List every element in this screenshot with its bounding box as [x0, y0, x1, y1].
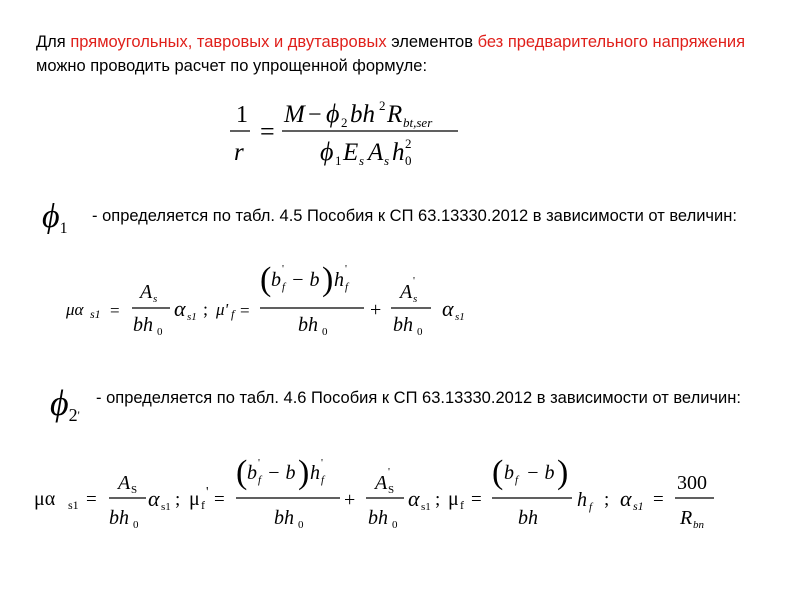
minus-b-term: − b	[291, 269, 320, 291]
bh0-term-3: bh	[368, 507, 388, 529]
area-prime-subscript: S	[388, 484, 395, 496]
depth-subscript: 0	[405, 153, 412, 168]
curvature-numerator: 1	[236, 102, 248, 128]
phi2-subscript: 2	[341, 115, 348, 130]
alpha-symbol: α	[148, 486, 160, 511]
mu-f-symbol: μ	[189, 488, 200, 510]
area-subscript: s	[153, 293, 158, 305]
modulus-subscript: s	[359, 153, 365, 168]
intro-paragraph	[36, 30, 776, 78]
bh0-term-2: bh	[298, 314, 318, 336]
left-paren: (	[236, 454, 248, 491]
area-subscript: S	[131, 484, 138, 496]
resistance-subscript: bt,ser	[403, 115, 433, 130]
bh0-term-2: bh	[274, 507, 294, 529]
flange-height-symbol: h	[334, 269, 344, 291]
area-prime-symbol: A	[375, 472, 388, 494]
area-prime-mark: '	[388, 466, 390, 478]
alpha-symbol-2: α	[408, 486, 420, 511]
mu-f-subscript: f	[201, 498, 205, 512]
flange-height-subscript-2: f	[589, 501, 593, 513]
bh0-subscript: 0	[133, 519, 139, 531]
mu-f-prime-subscript: f	[231, 307, 235, 321]
bh0-subscript-2: 0	[322, 326, 328, 338]
square-exponent: 2	[379, 98, 386, 113]
equals-sign: =	[110, 301, 120, 320]
left-paren-2: (	[492, 454, 504, 491]
area-prime-subscript: s	[413, 293, 418, 305]
phi2-description: - определяется по табл. 4.6 Пособия к СП 63.13330.2012 в зависимости от величин:	[96, 389, 741, 407]
minus-b-term: − b	[267, 462, 296, 484]
flange-width-prime: '	[282, 263, 284, 275]
mu-f-subscript-2: f	[460, 498, 464, 512]
resistance-symbol: R	[387, 101, 403, 128]
equals-sign: =	[260, 117, 275, 146]
bh0-subscript-3: 0	[392, 519, 398, 531]
equals-sign-4: =	[653, 489, 664, 510]
semicolon-3: ;	[604, 489, 610, 510]
area-symbol: A	[368, 139, 384, 166]
flange-height-prime: '	[345, 263, 347, 275]
right-paren-2: )	[557, 454, 569, 491]
formula-phi2-parameters	[34, 454, 794, 548]
modulus-symbol: E	[343, 139, 359, 166]
compressive-strength-symbol: R	[680, 507, 693, 529]
phi1-symbol: ϕ	[320, 137, 334, 166]
area-subscript: s	[384, 153, 390, 168]
flange-width-subscript: f	[282, 281, 286, 293]
numerator-300: 300	[677, 472, 707, 494]
area-symbol: A	[118, 472, 131, 494]
intro-text-3: можно проводить расчет по упрощенной формуле:	[36, 57, 428, 75]
phi2-large-prime: '	[77, 408, 80, 422]
bh0-subscript-3: 0	[417, 326, 423, 338]
flange-height-subscript: f	[321, 474, 325, 486]
phi1-description: - определяется по табл. 4.5 Пособия к СП 63.13330.2012 в зависимости от величин:	[92, 207, 737, 225]
flange-width-symbol: b	[247, 462, 257, 484]
area-symbol: A	[140, 281, 153, 303]
flange-width-symbol: b	[271, 269, 281, 291]
intro-highlight-element-types: прямоугольных, тавровых и двутавровых	[70, 33, 387, 51]
phi1-large-index: 1	[59, 220, 68, 237]
right-paren: )	[298, 454, 310, 491]
equals-sign: =	[86, 489, 97, 510]
phi1-large-glyph: ϕ	[42, 198, 60, 235]
flange-height-symbol-2: h	[577, 489, 587, 511]
equals-sign-2: =	[240, 301, 250, 320]
alpha-subscript-2: s1	[455, 311, 465, 323]
depth-symbol: h	[392, 139, 405, 166]
minus-b-term-2: − b	[526, 462, 555, 484]
mu-alpha-symbol: μα	[34, 488, 56, 510]
phi1-subscript: 1	[335, 153, 342, 168]
equals-sign-3: =	[471, 489, 482, 510]
intro-highlight-no-prestress: без предварительного напряжения	[477, 33, 746, 51]
bh0-subscript: 0	[157, 326, 163, 338]
intro-text-2: элементов	[386, 33, 478, 51]
phi1-large-symbol	[42, 198, 68, 238]
flange-height-subscript: f	[345, 281, 349, 293]
flange-height-prime: '	[321, 457, 323, 469]
bh0-term: bh	[109, 507, 129, 529]
mu-f-prime-symbol: μ'	[216, 300, 229, 319]
alpha-subscript: s1	[161, 501, 171, 513]
flange-width-subscript: f	[258, 474, 262, 486]
plus-sign: +	[370, 299, 382, 321]
moment-symbol: M	[284, 101, 305, 128]
minus-sign: −	[308, 102, 322, 128]
phi2-large-symbol	[50, 382, 80, 426]
compressive-strength-subscript: bn	[693, 519, 704, 531]
phi2-symbol: ϕ	[326, 99, 340, 128]
bh0-term-3: bh	[393, 314, 413, 336]
left-paren: (	[260, 261, 272, 298]
mu-alpha-subscript: s1	[90, 307, 101, 321]
area-prime-symbol: A	[400, 281, 413, 303]
alpha-subscript: s1	[187, 311, 197, 323]
equals-sign-2: =	[214, 489, 225, 510]
depth-exponent: 2	[405, 136, 412, 151]
right-paren: )	[322, 261, 334, 298]
alpha-subscript-3: s1	[633, 499, 644, 513]
bh0-subscript-2: 0	[298, 519, 304, 531]
bh0-term: bh	[133, 314, 153, 336]
semicolon: ;	[175, 489, 181, 510]
plus-sign: +	[344, 489, 356, 511]
curvature-radius: r	[234, 139, 244, 166]
flange-width-prime: '	[258, 457, 260, 469]
formula-curvature	[222, 98, 482, 178]
mu-f-symbol-2: μ	[448, 488, 459, 510]
flange-width-symbol-2: b	[504, 462, 514, 484]
alpha-symbol-3: α	[620, 486, 632, 511]
alpha-symbol: α	[174, 296, 186, 321]
semicolon-2: ;	[435, 489, 441, 510]
alpha-subscript-2: s1	[421, 501, 431, 513]
bh-term: bh	[518, 507, 538, 529]
phi2-large-index: 2	[68, 405, 78, 425]
mu-f-prime: '	[206, 485, 209, 500]
bh-term: bh	[350, 101, 375, 128]
area-prime-mark: '	[413, 275, 415, 287]
alpha-symbol-2: α	[442, 296, 454, 321]
formula-phi1-parameters	[66, 258, 536, 348]
phi2-large-glyph: ϕ	[50, 383, 69, 423]
intro-text-1: Для	[36, 33, 71, 51]
flange-height-symbol: h	[310, 462, 320, 484]
mu-alpha-subscript: s1	[68, 498, 79, 512]
mu-alpha-symbol: μα	[66, 300, 84, 319]
semicolon: ;	[203, 299, 209, 319]
flange-width-subscript-2: f	[515, 474, 519, 486]
